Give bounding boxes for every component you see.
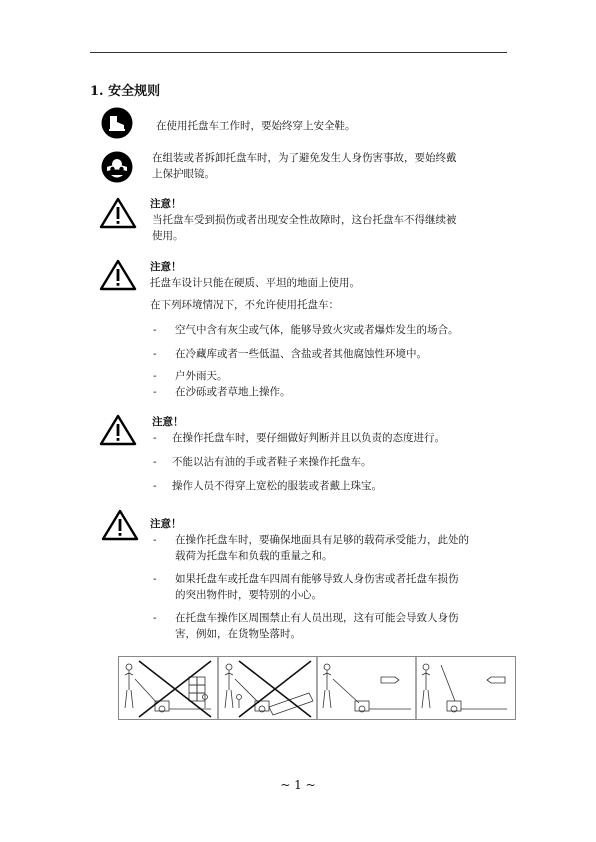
list-item: 操作人员不得穿上宽松的服装或者戴上珠宝。	[172, 480, 382, 492]
list-item-line: 在操作托盘车时，要确保地面具有足够的载荷承受能力，此处的	[175, 534, 469, 546]
safety-goggles-icon	[101, 151, 133, 183]
list-item: 在操作托盘车时，要仔细做好判断并且以负责的态度进行。	[172, 432, 445, 444]
block4-line1: 托盘车设计只能在硬质、平坦的地面上使用。	[150, 277, 360, 289]
panel-allowed-2	[422, 664, 507, 712]
list-dash: -	[153, 573, 157, 585]
block3-note: 注意！	[150, 198, 182, 210]
warning-triangle-icon	[99, 259, 137, 291]
list-item-line: 害，例如，在货物坠落时。	[175, 628, 301, 640]
block4-line2: 在下列环境情况下，不允许使用托盘车：	[150, 299, 339, 311]
block1-text: 在使用托盘车工作时，要始终穿上安全鞋。	[156, 120, 356, 132]
panel-allowed-1	[323, 664, 411, 712]
list-item-line: 载荷为托盘车和负载的重量之和。	[175, 550, 333, 562]
list-item: 在沙砾或者草地上操作。	[175, 386, 291, 398]
list-dash: -	[153, 386, 157, 398]
list-dash: -	[153, 370, 157, 382]
page-number: ~ 1 ~	[280, 778, 316, 792]
list-dash: -	[153, 480, 157, 492]
block5-note: 注意！	[152, 416, 184, 428]
list-item-line: 如果托盘车或托盘车四周有能够导致人身伤害或者托盘车损伤	[175, 573, 459, 585]
list-item: 户外雨天。	[175, 370, 228, 382]
list-dash: -	[153, 432, 157, 444]
block3-line2: 使用。	[152, 230, 184, 242]
warning-triangle-icon	[101, 509, 139, 541]
block6-note: 注意！	[150, 518, 182, 530]
list-item-line: 的突出物件时，要特别的小心。	[175, 589, 322, 601]
section-title: 1. 安全规则	[90, 84, 161, 99]
warning-triangle-icon	[99, 414, 137, 446]
block4-note: 注意！	[150, 261, 182, 273]
list-dash: -	[153, 348, 157, 360]
list-item: 不能以沾有油的手或者鞋子来操作托盘车。	[172, 456, 372, 468]
list-dash: -	[153, 324, 157, 336]
block2-line1: 在组装或者拆卸托盘车时，为了避免发生人身伤害事故，要始终戴	[152, 152, 457, 164]
list-item-line: 在托盘车操作区周围禁止有人员出现，这有可能会导致人身伤	[175, 612, 459, 624]
header-rule	[90, 52, 507, 53]
list-item: 在冷藏库或者一些低温、含盐或者其他腐蚀性环境中。	[175, 348, 427, 360]
block3-line1: 当托盘车受到损伤或者出现安全性故障时，这台托盘车不得继续被	[152, 214, 457, 226]
block2-line2: 上保护眼镜。	[152, 168, 215, 180]
list-dash: -	[153, 534, 157, 546]
list-dash: -	[153, 456, 157, 468]
warning-triangle-icon	[99, 197, 137, 229]
list-dash: -	[153, 612, 157, 624]
list-item: 空气中含有灰尘或气体，能够导致火灾或者爆炸发生的场合。	[175, 324, 459, 336]
pallet-truck-illustration	[118, 656, 516, 720]
safety-shoe-icon	[101, 107, 133, 139]
